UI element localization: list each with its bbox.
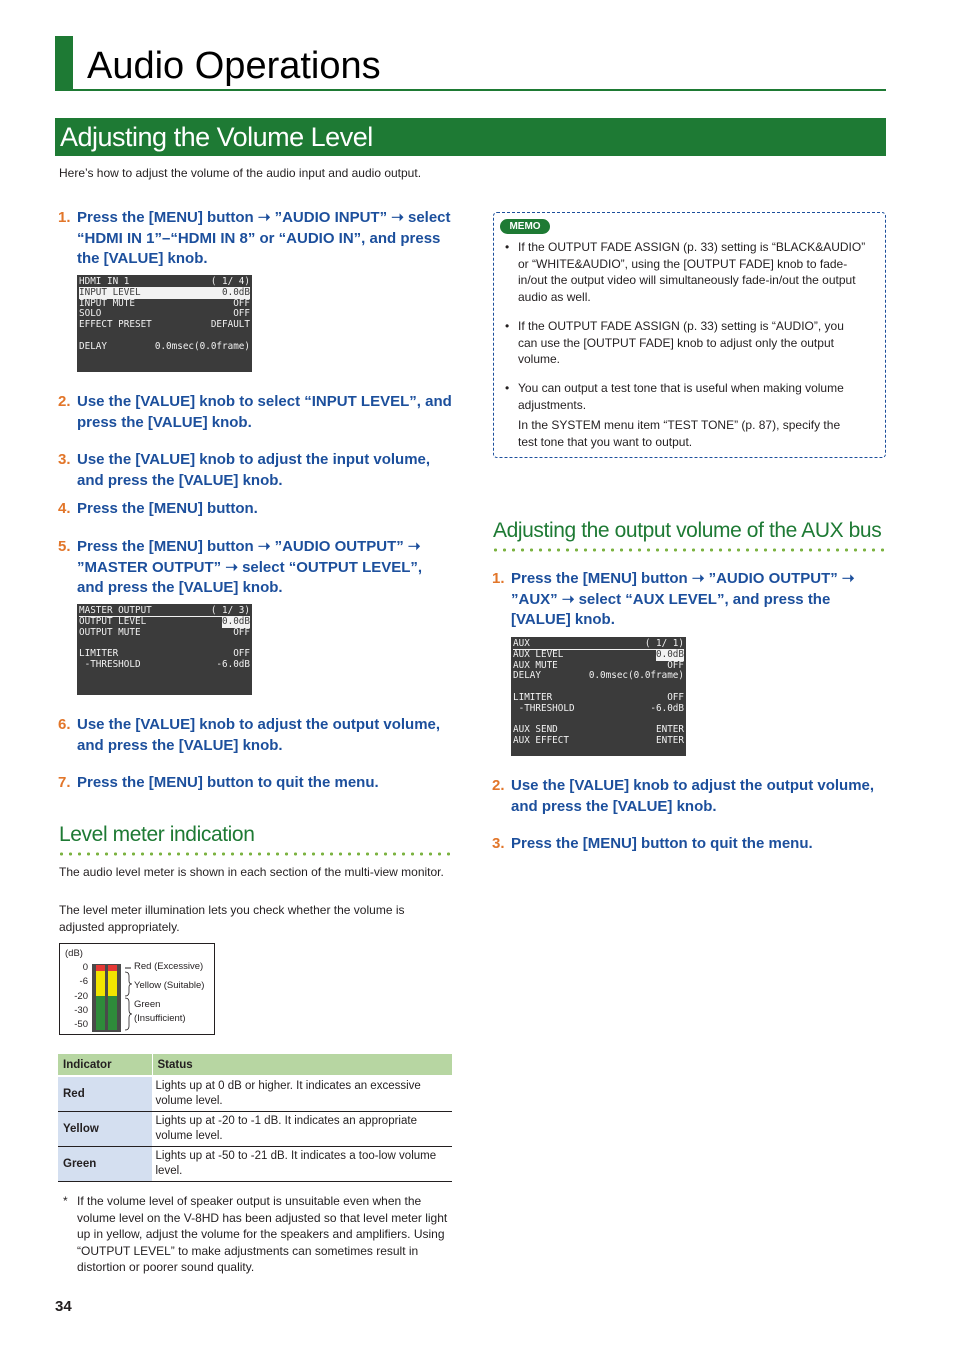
- step-number: 2.: [492, 777, 505, 794]
- lcd-header: MASTER OUTPUT ( 1/ 3): [79, 605, 250, 616]
- step-2: [58, 392, 458, 434]
- lcd-row: OUTPUT MUTE OFF: [79, 626, 250, 638]
- table-header-status: Status: [152, 1054, 452, 1076]
- step-text: Press the [MENU] button ➝ ”AUDIO INPUT” ➝ select “HDMI IN 1”–“HDMI IN 8” or “AUDIO IN”, and press the [VALUE] knob.: [77, 209, 451, 267]
- page-number: 34: [55, 1298, 72, 1315]
- lcd-row-selected: AUX LEVEL 0.0dB: [513, 648, 684, 660]
- step-text: Press the [MENU] button ➝ ”AUDIO OUTPUT” ➝ ”MASTER OUTPUT” ➝ select “OUTPUT LEVEL”, and press the [VALUE] knob.: [77, 538, 423, 596]
- lcd-row: INPUT MUTE OFF: [79, 297, 250, 309]
- meter-left-yellow: [96, 971, 105, 996]
- step-number: 5.: [58, 538, 71, 555]
- dotted-rule: [57, 852, 453, 856]
- step-1: [58, 208, 458, 270]
- intro-text: Here’s how to adjust the volume of the audio input and audio output.: [59, 166, 422, 180]
- step-number: 3.: [492, 835, 505, 852]
- meter-right-green: [108, 996, 117, 1030]
- status-cell: Lights up at -50 to -21 dB. It indicates a too-low volume level.: [152, 1147, 452, 1182]
- lcd-row: LIMITER OFF: [513, 691, 684, 703]
- memo-item-2: • If the OUTPUT FADE ASSIGN (p. 33) setting is “AUDIO”, you can use the [OUTPUT FADE] knob to adjust only the output volume.: [505, 319, 844, 366]
- meter-label-insufficient: (Insufficient): [134, 1013, 186, 1024]
- meter-right-yellow: [108, 971, 117, 996]
- lcd-aux-screen: [511, 637, 686, 756]
- meter-scale-20: -20: [74, 991, 88, 1002]
- indicator-cell: Red: [58, 1076, 152, 1112]
- table-header-row: [58, 1054, 452, 1076]
- footnote-text: If the volume level of speaker output is unsuitable even when the volume level on the V-8HD has been adjusted so that level meter light up in yellow, adjust the volume for the speakers and amplifiers. Using “OUTPUT LEVEL” to make adjustments can sometimes result in distortion or poorer sound quality.: [77, 1194, 448, 1274]
- meter-label-red: Red (Excessive): [134, 961, 204, 972]
- aux-step-1: [492, 569, 892, 631]
- meter-left-green: [96, 996, 105, 1030]
- step-text: Use the [VALUE] knob to select “INPUT LEVEL”, and press the [VALUE] knob.: [77, 393, 452, 431]
- memo-item-1: • If the OUTPUT FADE ASSIGN (p. 33) setting is “BLACK&AUDIO” or “WHITE&AUDIO”, using the [OUTPUT FADE] knob to fade-in/out the output video will simultaneously fade-in/out the output audio as well.: [505, 240, 866, 304]
- step-text: Press the [MENU] button to quit the menu.: [511, 835, 813, 852]
- level-meter-figure: [59, 943, 215, 1035]
- bullet-icon: •: [505, 240, 510, 254]
- step-text: Press the [MENU] button.: [77, 500, 258, 517]
- footnote-mark: *: [63, 1194, 68, 1208]
- step-text: Use the [VALUE] knob to adjust the input volume, and press the [VALUE] knob.: [77, 451, 431, 489]
- chapter-rule: [55, 89, 886, 91]
- meter-label-green: Green: [134, 999, 161, 1010]
- lcd-row: LIMITER OFF: [79, 648, 250, 660]
- aux-step-2: [492, 776, 892, 818]
- step-5: [58, 537, 458, 599]
- aux-step-3: [492, 834, 892, 856]
- step-text: Use the [VALUE] knob to adjust the output volume, and press the [VALUE] knob.: [77, 716, 441, 754]
- memo-item-3: • You can output a test tone that is useful when making volume adjustments.: [505, 381, 844, 412]
- meter-scale-50: -50: [74, 1019, 88, 1030]
- step-number: 6.: [58, 716, 71, 733]
- lcd-row-selected: INPUT LEVEL 0.0dB: [79, 286, 250, 298]
- bullet-icon: •: [505, 381, 510, 395]
- dotted-rule: [491, 548, 887, 552]
- memo-extra: In the SYSTEM menu item “TEST TONE” (p. 87), specify the test tone that you want to output.: [518, 418, 841, 449]
- level-meter-heading: Level meter indication: [59, 823, 255, 846]
- meter-paragraph-2: The level meter illumination lets you check whether the volume is adjusted appropriately.: [59, 903, 405, 934]
- step-4: [58, 499, 458, 521]
- chapter-title: Audio Operations: [87, 45, 381, 87]
- yellow-brace: [125, 972, 132, 996]
- step-3: [58, 450, 458, 492]
- lcd-input-screen: [77, 275, 252, 372]
- meter-left-red: [96, 965, 105, 971]
- lcd-row: -THRESHOLD -6.0dB: [513, 702, 684, 714]
- meter-unit-label: (dB): [65, 948, 83, 959]
- lcd-row: SOLO OFF: [79, 308, 250, 320]
- indicator-cell: Green: [58, 1147, 152, 1182]
- step-number: 1.: [58, 209, 71, 226]
- step-7: [58, 773, 458, 795]
- table-row: [58, 1076, 452, 1112]
- lcd-row: AUX SEND ENTER: [513, 724, 684, 736]
- lcd-row: EFFECT PRESET DEFAULT: [79, 319, 250, 331]
- lcd-row: AUX EFFECT ENTER: [513, 735, 684, 747]
- lcd-header: HDMI IN 1 ( 1/ 4): [79, 276, 250, 287]
- status-cell: Lights up at 0 dB or higher. It indicates an excessive volume level.: [152, 1076, 452, 1112]
- step-text: Press the [MENU] button to quit the menu.: [77, 774, 379, 791]
- step-number: 1.: [492, 570, 505, 587]
- meter-scale-6: -6: [79, 976, 88, 987]
- step-number: 7.: [58, 774, 71, 791]
- meter-right-red: [108, 965, 117, 971]
- indicator-table: [58, 1054, 452, 1182]
- meter-label-yellow: Yellow (Suitable): [134, 980, 205, 991]
- meter-scale-0: 0: [82, 962, 88, 973]
- section-title: Adjusting the Volume Level: [60, 122, 373, 152]
- meter-paragraph-1: The audio level meter is shown in each section of the multi-view monitor.: [59, 865, 444, 879]
- memo-badge: MEMO: [500, 219, 550, 234]
- step-number: 2.: [58, 393, 71, 410]
- status-cell: Lights up at -20 to -1 dB. It indicates an appropriate volume level.: [152, 1112, 452, 1147]
- step-text: Press the [MENU] button ➝ ”AUDIO OUTPUT” ➝ ”AUX” ➝ select “AUX LEVEL”, and press the [VALUE] knob.: [511, 570, 855, 628]
- lcd-header: AUX ( 1/ 1): [513, 638, 684, 649]
- green-brace: [125, 998, 132, 1030]
- lcd-row: DELAY 0.0msec(0.0frame): [79, 340, 250, 352]
- indicator-cell: Yellow: [58, 1112, 152, 1147]
- step-number: 4.: [58, 500, 71, 517]
- step-number: 3.: [58, 451, 71, 468]
- lcd-master-output-screen: [77, 604, 252, 695]
- chapter-accent-bar: [55, 36, 73, 90]
- table-row: [58, 1147, 452, 1182]
- meter-scale-30: -30: [74, 1005, 88, 1016]
- step-text: Use the [VALUE] knob to adjust the output volume, and press the [VALUE] knob.: [511, 777, 875, 815]
- step-6: [58, 715, 458, 757]
- bullet-icon: •: [505, 319, 510, 333]
- aux-heading: Adjusting the output volume of the AUX bus: [493, 519, 882, 542]
- lcd-row-selected: OUTPUT LEVEL 0.0dB: [79, 615, 250, 627]
- lcd-row: AUX MUTE OFF: [513, 659, 684, 671]
- lcd-row: -THRESHOLD -6.0dB: [79, 658, 250, 670]
- table-header-indicator: Indicator: [58, 1054, 152, 1076]
- table-row: [58, 1112, 452, 1147]
- lcd-row: DELAY 0.0msec(0.0frame): [513, 670, 684, 682]
